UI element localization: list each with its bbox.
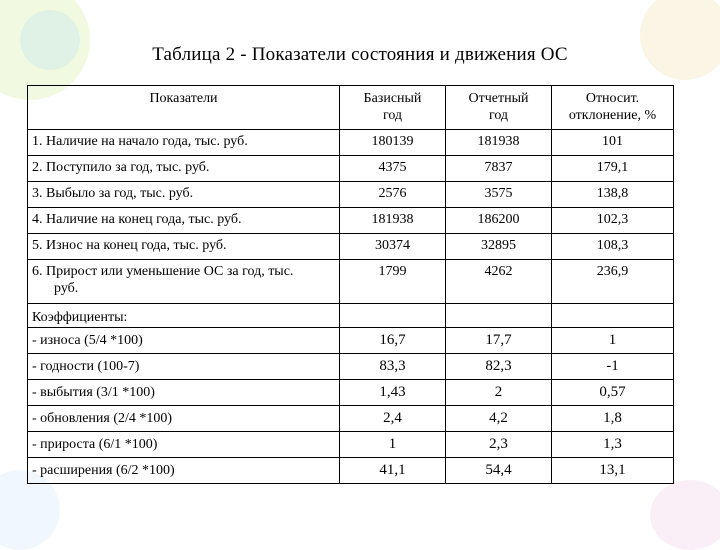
base-value: 30374 bbox=[340, 234, 446, 260]
header-base-line2: год bbox=[382, 108, 403, 123]
report-value: 3575 bbox=[446, 182, 552, 208]
rel-value: 1 bbox=[552, 328, 674, 354]
rel-value: 102,3 bbox=[552, 208, 674, 234]
header-rel-line2: отклонение, % bbox=[568, 108, 657, 123]
report-value: 7837 bbox=[446, 156, 552, 182]
base-value: 1 bbox=[340, 432, 446, 458]
table-row bbox=[28, 354, 674, 380]
row-label bbox=[28, 260, 340, 304]
report-value: 32895 bbox=[446, 234, 552, 260]
rel-value: 108,3 bbox=[552, 234, 674, 260]
rel-value: 179,1 bbox=[552, 156, 674, 182]
rel-value: 1,3 bbox=[552, 432, 674, 458]
report-value: 181938 bbox=[446, 130, 552, 156]
report-value: 4262 bbox=[446, 260, 552, 304]
row-label: 2. Поступило за год, тыс. руб. bbox=[28, 156, 340, 182]
base-value: 41,1 bbox=[340, 458, 446, 484]
rel-value: 138,8 bbox=[552, 182, 674, 208]
row-label: 5. Износ на конец года, тыс. руб. bbox=[28, 234, 340, 260]
os-table bbox=[27, 85, 674, 484]
header-report-line2: год bbox=[488, 108, 509, 123]
report-value: 4,2 bbox=[446, 406, 552, 432]
table-row bbox=[28, 208, 674, 234]
base-value: 181938 bbox=[340, 208, 446, 234]
base-value: 180139 bbox=[340, 130, 446, 156]
rel-value: 0,57 bbox=[552, 380, 674, 406]
header-indicator bbox=[28, 86, 340, 130]
row-label: 1. Наличие на начало года, тыс. руб. bbox=[28, 130, 340, 156]
base-value: 83,3 bbox=[340, 354, 446, 380]
table-row bbox=[28, 260, 674, 304]
row-label: - расширения (6/2 *100) bbox=[28, 458, 340, 484]
report-value: 186200 bbox=[446, 208, 552, 234]
base-value: 2576 bbox=[340, 182, 446, 208]
header-base-line1: Базисный bbox=[363, 91, 422, 106]
coef-header-row bbox=[28, 304, 674, 328]
base-value: 2,4 bbox=[340, 406, 446, 432]
row-label: - обновления (2/4 *100) bbox=[28, 406, 340, 432]
header-report-year bbox=[446, 86, 552, 130]
header-row bbox=[28, 86, 674, 130]
header-base-year bbox=[340, 86, 446, 130]
table-row bbox=[28, 432, 674, 458]
empty-cell bbox=[446, 304, 552, 328]
base-value: 4375 bbox=[340, 156, 446, 182]
row-label: 4. Наличие на конец года, тыс. руб. bbox=[28, 208, 340, 234]
header-indicator-text: Показатели bbox=[149, 91, 218, 106]
table-title: Таблица 2 - Показатели состояния и движения ОС bbox=[152, 44, 568, 65]
row-label: - выбытия (3/1 *100) bbox=[28, 380, 340, 406]
row-label: - износа (5/4 *100) bbox=[28, 328, 340, 354]
row-label-line2: руб. bbox=[54, 281, 79, 296]
row-label: - прироста (6/1 *100) bbox=[28, 432, 340, 458]
row-label: - годности (100-7) bbox=[28, 354, 340, 380]
table-row bbox=[28, 130, 674, 156]
report-value: 2 bbox=[446, 380, 552, 406]
report-value: 82,3 bbox=[446, 354, 552, 380]
report-value: 2,3 bbox=[446, 432, 552, 458]
table-row bbox=[28, 380, 674, 406]
report-value: 17,7 bbox=[446, 328, 552, 354]
rel-value: 101 bbox=[552, 130, 674, 156]
empty-cell bbox=[340, 304, 446, 328]
rel-value: 1,8 bbox=[552, 406, 674, 432]
report-value: 54,4 bbox=[446, 458, 552, 484]
table-row bbox=[28, 406, 674, 432]
row-label: 3. Выбыло за год, тыс. руб. bbox=[28, 182, 340, 208]
header-report-line1: Отчетный bbox=[468, 91, 529, 106]
base-value: 16,7 bbox=[340, 328, 446, 354]
decorative-blob bbox=[640, 0, 720, 80]
header-rel-line1: Относит. bbox=[585, 91, 640, 106]
coef-header: Коэффициенты: bbox=[28, 304, 340, 328]
table-row bbox=[28, 458, 674, 484]
header-relative-deviation bbox=[552, 86, 674, 130]
base-value: 1,43 bbox=[340, 380, 446, 406]
empty-cell bbox=[552, 304, 674, 328]
base-value: 1799 bbox=[340, 260, 446, 304]
rel-value: 236,9 bbox=[552, 260, 674, 304]
rel-value: 13,1 bbox=[552, 458, 674, 484]
table-row bbox=[28, 156, 674, 182]
row-label-line1: 6. Прирост или уменьшение ОС за год, тыс. bbox=[32, 264, 294, 279]
table-row bbox=[28, 234, 674, 260]
rel-value: -1 bbox=[552, 354, 674, 380]
table-row bbox=[28, 328, 674, 354]
table-row bbox=[28, 182, 674, 208]
